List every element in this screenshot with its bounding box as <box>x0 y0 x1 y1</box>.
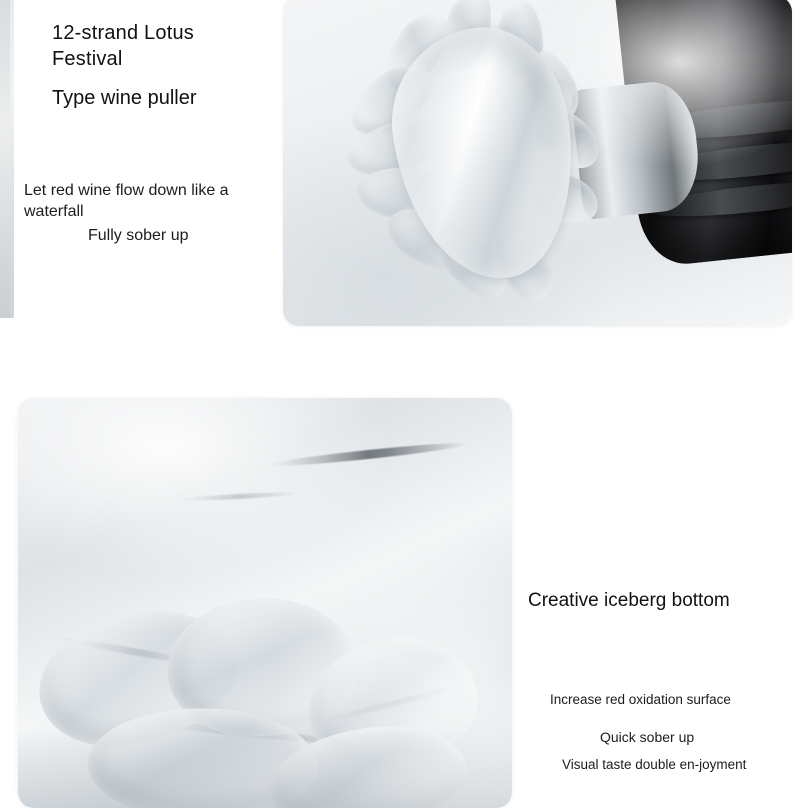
bottom-text-block <box>512 370 800 800</box>
bottom-subtext-oxidation: Increase red oxidation surface <box>550 692 731 707</box>
photo-bottom-shadow <box>18 728 512 808</box>
bottom-subtext-quick-sober: Quick sober up <box>600 729 695 745</box>
glass-streak <box>178 491 298 502</box>
top-headline-primary: 12-strand Lotus Festival <box>52 22 194 70</box>
top-subtext-sober: Fully sober up <box>88 227 189 244</box>
bottom-subtext-enjoyment: Visual taste double en-joyment <box>562 757 747 772</box>
bottom-headline: Creative iceberg bottom <box>528 590 730 611</box>
wine-pourer-photo <box>283 0 792 326</box>
glass-streak <box>268 440 468 470</box>
top-product-section <box>0 0 800 338</box>
bottom-product-section <box>0 370 800 800</box>
top-text-block <box>0 0 300 338</box>
iceberg-bottom-photo <box>18 398 512 808</box>
top-headline-secondary: Type wine puller <box>52 87 197 109</box>
lotus-glass-spout <box>330 0 636 306</box>
top-subtext-waterfall: Let red wine flow down like a waterfall <box>24 182 229 220</box>
left-photo-edge-strip-inner <box>0 0 10 318</box>
